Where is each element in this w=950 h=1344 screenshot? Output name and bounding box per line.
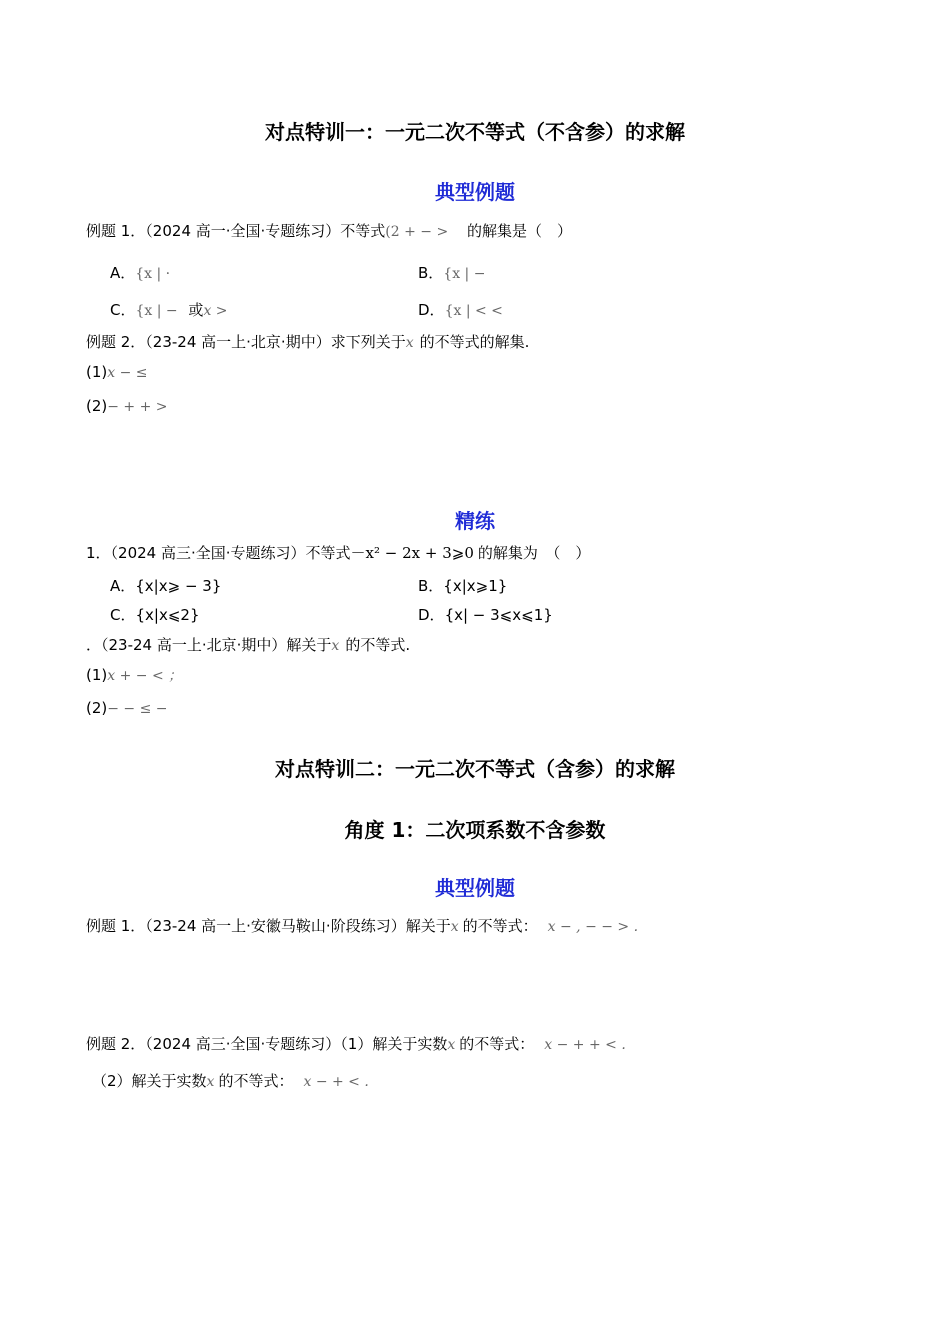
option-letter: C． xyxy=(110,606,136,624)
section-1-title: 对点特训一：一元二次不等式（不含参）的求解 xyxy=(265,120,685,144)
option-letter: B． xyxy=(418,264,444,282)
practice-1-option-a xyxy=(110,575,221,596)
option-math: {x | · xyxy=(135,266,171,282)
practice-1-option-d xyxy=(418,604,553,625)
example-1-option-c xyxy=(110,299,228,320)
typical-examples-heading-1: 典型例题 xyxy=(435,180,515,204)
part-number: (1) xyxy=(86,363,108,381)
part-math: − − ≤ − xyxy=(107,701,168,717)
example-2-tail: 的不等式： xyxy=(459,1035,535,1053)
variable-x: x xyxy=(331,638,340,654)
example-1-option-b xyxy=(418,262,485,283)
part-number: (2) xyxy=(86,699,108,717)
option-letter: A． xyxy=(110,577,136,595)
part-math: x − ≤ xyxy=(107,365,148,381)
option-math: {x | < < xyxy=(444,303,503,319)
example-1-label: 例题 1．（23-24 高一上·安徽马鞍山·阶段练习）解关于 xyxy=(86,917,451,935)
option-text: {x|x⩽2} xyxy=(135,606,200,624)
part-number: (1) xyxy=(86,666,108,684)
practice-2-tail: 的不等式. xyxy=(345,636,411,654)
example-2-part-1 xyxy=(86,363,148,381)
example-1-question xyxy=(86,220,572,241)
practice-2-label: ．（23-24 高一上·北京·期中）解关于 xyxy=(86,636,332,654)
practice-1-question xyxy=(86,542,590,563)
option-letter: C． xyxy=(110,301,136,319)
option-letter: B． xyxy=(418,577,444,595)
part-2-tail: 的不等式： xyxy=(218,1072,294,1090)
option-math: {x | − xyxy=(135,303,178,319)
example-2-question xyxy=(86,331,529,352)
practice-1-option-c xyxy=(110,604,200,625)
option-math-2: x > xyxy=(203,303,228,319)
practice-2-part-2 xyxy=(86,699,168,717)
section-2-example-2-part-2 xyxy=(92,1070,369,1091)
example-1-option-a xyxy=(110,262,170,283)
part-number: (2) xyxy=(86,397,108,415)
option-text: {x|x⩾1} xyxy=(443,577,508,595)
practice-1-label: 1．（2024 高三·全国·专题练习）不等式 xyxy=(86,544,351,562)
example-2-label: 例题 2．（23-24 高一上·北京·期中）求下列关于 xyxy=(86,333,406,351)
variable-x: x xyxy=(450,919,459,935)
option-math: {x | − xyxy=(443,266,486,282)
part-math: x + − < ； xyxy=(107,668,183,684)
practice-2-part-1 xyxy=(86,665,182,685)
option-or: 或 xyxy=(188,301,204,319)
example-1-math: x − , − − > . xyxy=(547,919,639,935)
option-letter: D． xyxy=(418,301,445,319)
example-1-label: 例题 1．（2024 高一·全国·专题练习）不等式 xyxy=(86,222,386,240)
example-2-tail: 的不等式的解集. xyxy=(419,333,530,351)
variable-x: x xyxy=(405,335,414,351)
variable-x: x xyxy=(447,1037,456,1053)
practice-1-inequality: －x² − 2x + 3⩾0 xyxy=(350,544,474,562)
option-letter: D． xyxy=(418,606,445,624)
part-math: − + + > xyxy=(107,399,168,415)
option-text: {x|x⩾ − 3} xyxy=(135,577,222,595)
section-2-title: 对点特训二：一元二次不等式（含参）的求解 xyxy=(275,757,675,781)
typical-examples-heading-2: 典型例题 xyxy=(435,876,515,900)
part-2-label: （2）解关于实数 xyxy=(92,1072,207,1090)
example-1-tail: 的不等式： xyxy=(462,917,538,935)
variable-x: x xyxy=(206,1074,215,1090)
practice-1-tail: 的解集为 （ ） xyxy=(477,544,591,562)
practice-2-question xyxy=(86,634,410,655)
practice-heading: 精练 xyxy=(455,509,495,533)
section-2-example-2 xyxy=(86,1033,626,1054)
example-2-math: x − + + < . xyxy=(544,1037,626,1053)
practice-1-option-b xyxy=(418,575,507,596)
example-1-option-d xyxy=(418,299,503,320)
option-letter: A． xyxy=(110,264,136,282)
option-text: {x| − 3⩽x⩽1} xyxy=(444,606,553,624)
part-2-math: x − + < . xyxy=(303,1074,369,1090)
example-2-label: 例题 2．（2024 高三·全国·专题练习）（1）解关于实数 xyxy=(86,1035,448,1053)
section-2-subtitle: 角度 1：二次项系数不含参数 xyxy=(344,818,606,842)
example-1-inequality: (2 + − > xyxy=(385,224,449,240)
example-2-part-2 xyxy=(86,397,168,415)
section-2-example-1 xyxy=(86,915,638,936)
example-1-tail: 的解集是（ ） xyxy=(467,222,573,240)
